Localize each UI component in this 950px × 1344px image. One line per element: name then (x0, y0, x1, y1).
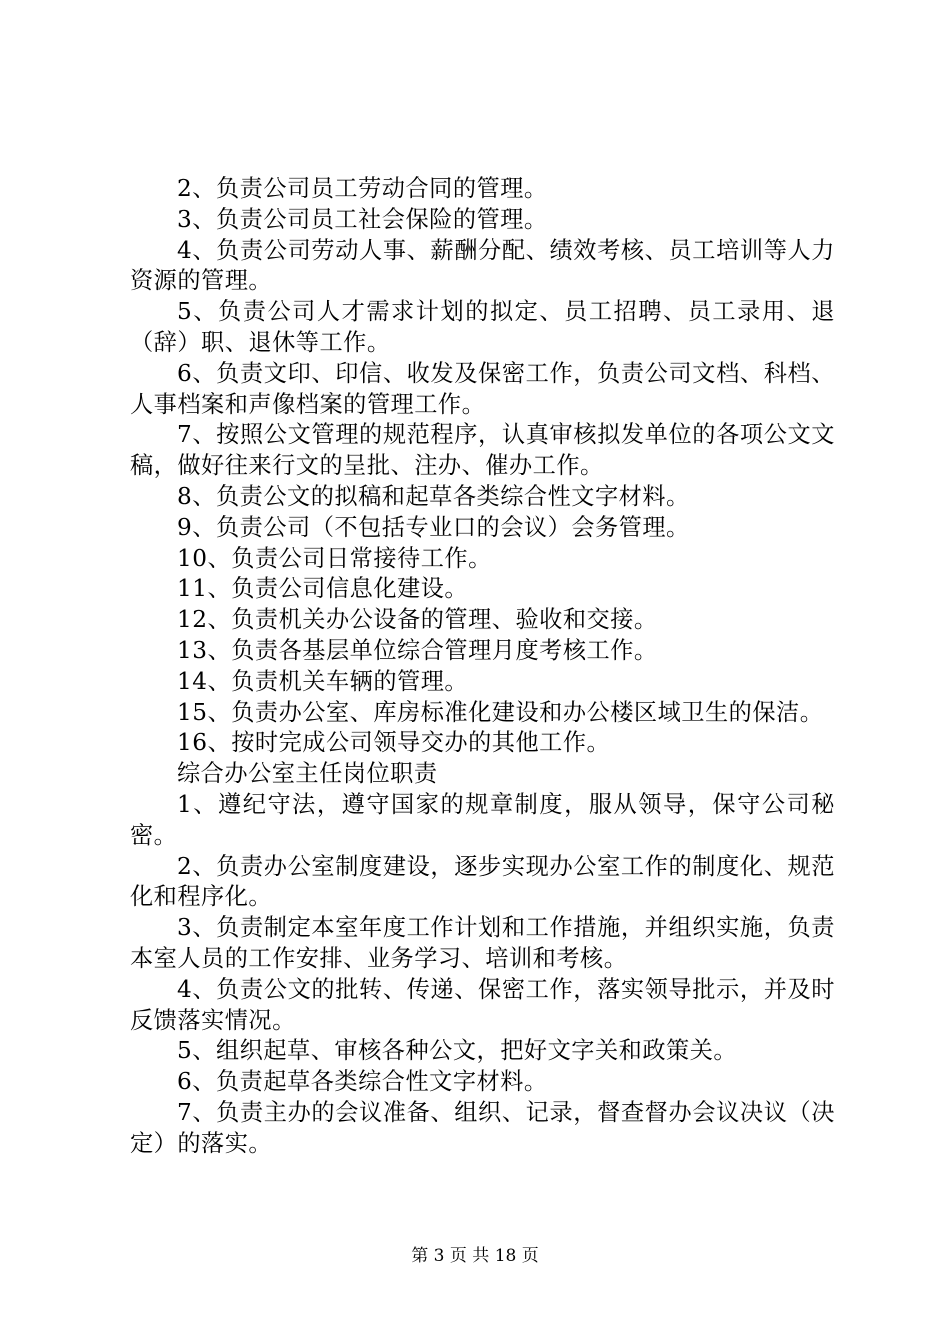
paragraph: 14、负责机关车辆的管理。 (177, 667, 469, 695)
paragraph: 5、负责公司人才需求计划的拟定、员工招聘、员工录用、退（辞）职、退休等工作。 (130, 298, 835, 356)
paragraph: 15、负责办公室、库房标准化建设和办公楼区域卫生的保洁。 (177, 698, 824, 726)
paragraph: 4、负责公司劳动人事、薪酬分配、绩效考核、员工培训等人力资源的管理。 (130, 236, 835, 295)
paragraph: 12、负责机关办公设备的管理、验收和交接。 (177, 606, 658, 634)
paragraph: 1、遵纪守法，遵守国家的规章制度，服从领导，保守公司秘密。 (130, 790, 835, 849)
paragraph: 6、负责文印、印信、收发及保密工作，负责公司文档、科档、人事档案和声像档案的管理工作。 (130, 359, 835, 418)
paragraph: 4、负责公文的批转、传递、保密工作，落实领导批示，并及时反馈落实情况。 (130, 975, 835, 1034)
paragraph: 16、按时完成公司领导交办的其他工作。 (177, 729, 611, 757)
paragraph: 3、负责制定本室年度工作计划和工作措施，并组织实施，负责本室人员的工作安排、业务学习、培训和考核。 (130, 914, 835, 972)
page-number-footer: 第 3 页 共 18 页 (411, 1246, 539, 1266)
paragraph: 3、负责公司员工社会保险的管理。 (177, 205, 548, 233)
paragraph: 2、负责办公室制度建设，逐步实现办公室工作的制度化、规范化和程序化。 (130, 852, 835, 911)
section-heading: 综合办公室主任岗位职责 (177, 760, 438, 788)
paragraph: 6、负责起草各类综合性文字材料。 (177, 1068, 548, 1096)
paragraph: 8、负责公文的拟稿和起草各类综合性文字材料。 (177, 482, 690, 510)
paragraph: 10、负责公司日常接待工作。 (177, 544, 492, 572)
paragraph: 13、负责各基层单位综合管理月度考核工作。 (177, 636, 658, 664)
paragraph: 11、负责公司信息化建设。 (177, 575, 469, 603)
document-body (130, 174, 835, 1160)
paragraph: 7、按照公文管理的规范程序，认真审核拟发单位的各项公文文稿，做好往来行文的呈批、注办、催办工作。 (130, 421, 835, 480)
paragraph: 9、负责公司（不包括专业口的会议）会务管理。 (177, 513, 690, 541)
paragraph: 7、负责主办的会议准备、组织、记录，督查督办会议决议（决定）的落实。 (130, 1098, 835, 1157)
paragraph: 2、负责公司员工劳动合同的管理。 (177, 175, 548, 202)
paragraph: 5、组织起草、审核各种公文，把好文字关和政策关。 (177, 1037, 738, 1065)
